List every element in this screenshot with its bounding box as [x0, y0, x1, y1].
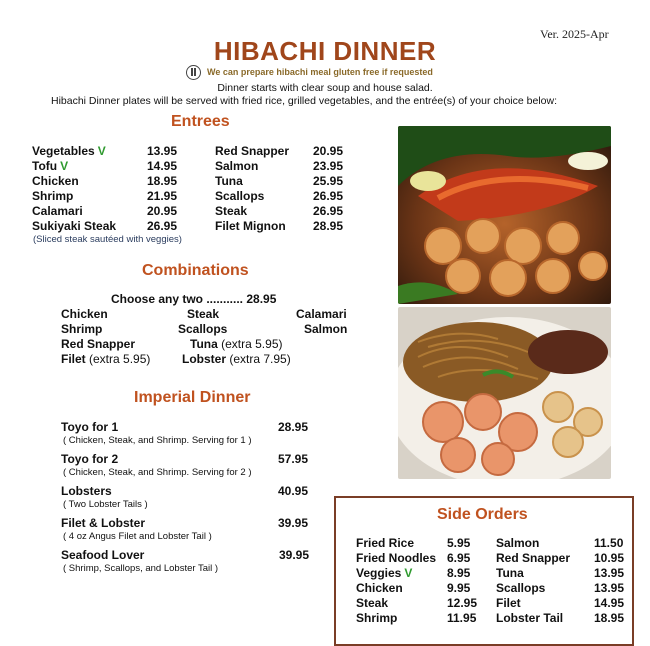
- menu-item-name: Tofu: [32, 159, 58, 173]
- menu-item-name: Shrimp: [32, 189, 74, 203]
- menu-row: [32, 204, 212, 219]
- menu-item-price: 13.95: [147, 144, 178, 158]
- menu-item-name: Fried Rice: [356, 536, 415, 550]
- combo-item-extra: Lobster (extra 7.95): [182, 352, 291, 366]
- imperial-item-price: 28.95: [278, 420, 309, 434]
- menu-item-price: 6.95: [447, 551, 471, 565]
- menu-item-name: Scallops: [496, 581, 546, 595]
- menu-item-price: 8.95: [447, 566, 471, 580]
- combo-choose-line: Choose any two ........... 28.95: [111, 292, 277, 306]
- menu-row: [215, 189, 355, 204]
- menu-item-price: 26.95: [313, 204, 344, 218]
- utensils-icon: [186, 65, 201, 80]
- combo-item: Scallops: [178, 322, 228, 336]
- intro-line-2: Hibachi Dinner plates will be served with fried rice, grilled vegetables, and the entrée(s) of your choice below:: [50, 95, 557, 107]
- menu-row: [356, 611, 496, 626]
- menu-item-price: 5.95: [447, 536, 471, 550]
- combo-item: Steak: [187, 307, 220, 321]
- menu-row: [215, 174, 355, 189]
- noodles-shrimp-photo: [398, 307, 611, 479]
- menu-row: [32, 219, 212, 234]
- menu-row: [496, 551, 626, 566]
- menu-item-name: Veggies: [356, 566, 402, 580]
- sukiyaki-note: (Sliced steak sautéed with veggies): [33, 234, 182, 245]
- menu-item-price: 11.50: [594, 536, 624, 550]
- menu-item-name: Calamari: [32, 204, 83, 218]
- menu-item-name: Steak: [356, 596, 389, 610]
- gluten-free-text: We can prepare hibachi meal gluten free if requested: [207, 67, 433, 77]
- menu-row: [356, 596, 496, 611]
- vegan-mark-icon: V: [97, 144, 106, 158]
- combo-item-extra: Filet (extra 5.95): [61, 352, 151, 366]
- imperial-item-desc: ( 4 oz Angus Filet and Lobster Tail ): [63, 531, 212, 542]
- menu-row: [356, 566, 496, 581]
- menu-row: [356, 581, 496, 596]
- menu-row: [215, 159, 355, 174]
- side-orders-heading: Side Orders: [437, 506, 528, 523]
- menu-item-name: Red Snapper: [496, 551, 571, 565]
- gluten-free-note: [186, 64, 433, 80]
- menu-row: [496, 611, 626, 626]
- menu-item-name: Filet Mignon: [215, 219, 286, 233]
- menu-row: [32, 144, 212, 159]
- menu-item-name: Red Snapper: [215, 144, 290, 158]
- menu-item-price: 20.95: [313, 144, 344, 158]
- entrees-heading: Entrees: [171, 113, 230, 130]
- menu-item-price: 25.95: [313, 174, 344, 188]
- menu-item-name: Vegetables: [32, 144, 95, 158]
- combo-item: Red Snapper: [61, 337, 136, 351]
- menu-item-name: Tuna: [215, 174, 243, 188]
- menu-item-price: 26.95: [313, 189, 344, 203]
- menu-item-price: 26.95: [147, 219, 178, 233]
- menu-item-price: 28.95: [313, 219, 344, 233]
- menu-row: [215, 219, 355, 234]
- combo-item: Chicken: [61, 307, 108, 321]
- imperial-item-price: 57.95: [278, 452, 309, 466]
- menu-item-price: 18.95: [147, 174, 178, 188]
- menu-row: [356, 536, 496, 551]
- menu-item-name: Salmon: [215, 159, 259, 173]
- imperial-item-name: Filet & Lobster: [61, 516, 146, 530]
- menu-row: [356, 551, 496, 566]
- menu-item-name: Salmon: [496, 536, 540, 550]
- combo-item: Shrimp: [61, 322, 103, 336]
- menu-item-price: 13.95: [594, 581, 625, 595]
- menu-item-price: 10.95: [594, 551, 625, 565]
- menu-row: [215, 144, 355, 159]
- menu-item-price: 9.95: [447, 581, 471, 595]
- menu-row: [215, 204, 355, 219]
- combo-item: Salmon: [304, 322, 348, 336]
- menu-item-name: Steak: [215, 204, 248, 218]
- menu-item-name: Shrimp: [356, 611, 398, 625]
- menu-item-name: Tuna: [496, 566, 524, 580]
- imperial-item-price: 39.95: [278, 516, 309, 530]
- menu-item-name: Scallops: [215, 189, 265, 203]
- menu-row: [32, 189, 212, 204]
- combinations-heading: Combinations: [142, 262, 249, 279]
- page-title: HIBACHI DINNER: [213, 36, 437, 66]
- imperial-item-name: Seafood Lover: [61, 548, 145, 562]
- combo-grid: [0, 307, 400, 367]
- menu-item-name: Filet: [496, 596, 521, 610]
- menu-item-name: Lobster Tail: [496, 611, 564, 625]
- menu-row: [496, 581, 626, 596]
- vegan-mark-icon: V: [404, 566, 413, 580]
- menu-row: [496, 566, 626, 581]
- menu-item-name: Fried Noodles: [356, 551, 437, 565]
- menu-item-price: 12.95: [447, 596, 478, 610]
- imperial-item-name: Lobsters: [61, 484, 112, 498]
- imperial-item-price: 40.95: [278, 484, 309, 498]
- menu-item-price: 23.95: [313, 159, 344, 173]
- imperial-item-name: Toyo for 2: [61, 452, 119, 466]
- menu-item-price: 14.95: [147, 159, 178, 173]
- menu-item-name: Chicken: [356, 581, 403, 595]
- imperial-item-desc: ( Two Lobster Tails ): [63, 499, 148, 510]
- combo-item: Calamari: [296, 307, 347, 321]
- menu-row: [496, 596, 626, 611]
- menu-row: [496, 536, 626, 551]
- menu-item-price: 21.95: [147, 189, 178, 203]
- menu-item-name: Sukiyaki Steak: [32, 219, 117, 233]
- intro-line-1: Dinner starts with clear soup and house salad.: [217, 82, 433, 94]
- vegan-mark-icon: V: [60, 159, 69, 173]
- combo-item-extra: Tuna (extra 5.95): [190, 337, 283, 351]
- imperial-item-desc: ( Chicken, Steak, and Shrimp. Serving for 2 ): [63, 467, 252, 478]
- menu-item-price: 11.95: [447, 611, 477, 625]
- imperial-item-price: 39.95: [279, 548, 310, 562]
- menu-row: [32, 174, 212, 189]
- imperial-heading: Imperial Dinner: [134, 389, 251, 406]
- menu-row: [32, 159, 212, 174]
- menu-item-name: Chicken: [32, 174, 79, 188]
- imperial-item-name: Toyo for 1: [61, 420, 119, 434]
- lobster-shrimp-photo: [398, 126, 611, 304]
- menu-item-price: 13.95: [594, 566, 625, 580]
- menu-item-price: 14.95: [594, 596, 625, 610]
- menu-item-price: 20.95: [147, 204, 178, 218]
- menu-item-price: 18.95: [594, 611, 625, 625]
- version-label: Ver. 2025-Apr: [540, 27, 609, 41]
- imperial-item-desc: ( Shrimp, Scallops, and Lobster Tail ): [63, 563, 219, 574]
- imperial-item-desc: ( Chicken, Steak, and Shrimp. Serving for 1 ): [63, 435, 252, 446]
